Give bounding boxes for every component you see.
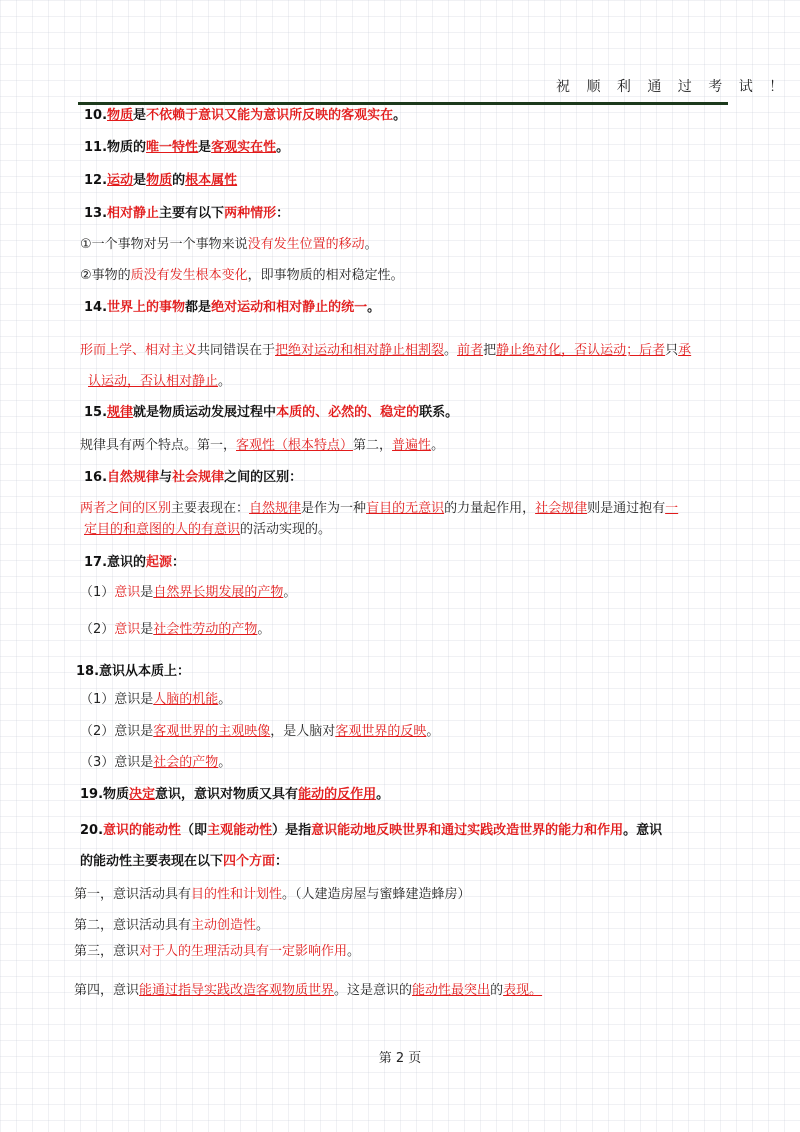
- text-run: 能动性最突出: [412, 983, 491, 998]
- text-line: [80, 754, 231, 772]
- text-run: 19.物质: [80, 787, 130, 802]
- text-run: 。这是意识的: [334, 983, 413, 998]
- header-rule: [78, 102, 728, 105]
- text-run: 是: [133, 173, 147, 188]
- text-run: 两种情形: [224, 206, 277, 221]
- text-run: 12.: [84, 173, 108, 188]
- text-run: ①一个事物对另一个事物来说: [80, 237, 248, 252]
- text-line: [74, 943, 360, 961]
- text-run: 决定: [129, 787, 156, 802]
- text-run: 世界上的事物: [107, 300, 186, 315]
- text-run: 承: [678, 343, 692, 358]
- text-run: 没有发生位置的移动: [247, 237, 365, 252]
- text-run: 起源: [146, 555, 173, 570]
- text-run: 与: [159, 470, 173, 485]
- text-line: [80, 822, 662, 840]
- text-run: 。: [257, 622, 271, 637]
- text-run: 意识: [114, 622, 141, 637]
- text-run: 意识: [114, 585, 141, 600]
- text-line: [84, 139, 289, 157]
- text-run: 。: [393, 108, 407, 123]
- text-run: 第三，意识: [74, 944, 140, 959]
- text-run: 。: [256, 918, 270, 933]
- text-run: 能通过指导实践改造客观物质世界: [139, 983, 335, 998]
- text-run: 对于人的生理活动具有一定影响作用: [139, 944, 348, 959]
- text-run: ：: [275, 854, 289, 869]
- text-run: 盲目的无意识: [366, 501, 445, 516]
- text-run: ）是指: [272, 823, 312, 838]
- header-motto: 祝 顺 利 通 过 考 试 ！: [556, 79, 790, 95]
- text-run: 四个方面: [223, 854, 276, 869]
- text-run: 运动: [107, 173, 134, 188]
- text-run: 。: [426, 724, 440, 739]
- text-run: 能动的反作用: [298, 787, 377, 802]
- text-run: 。意识: [623, 823, 663, 838]
- text-run: ②事物的: [80, 268, 131, 283]
- text-run: 是: [140, 622, 154, 637]
- text-run: 自然界长期发展的产物: [153, 585, 284, 600]
- text-line: [84, 521, 331, 539]
- text-run: 普遍性: [392, 438, 432, 453]
- text-line: [80, 267, 404, 285]
- text-run: 本质的、必然的、稳定的: [276, 405, 420, 420]
- text-run: （3）意识是: [80, 755, 154, 770]
- text-line: [80, 786, 389, 804]
- text-run: 。: [431, 438, 445, 453]
- text-run: 。: [218, 692, 232, 707]
- text-run: 的: [172, 173, 186, 188]
- text-run: 主要表现在：: [171, 501, 250, 516]
- text-run: 。: [283, 585, 297, 600]
- text-run: 。: [367, 300, 381, 315]
- text-run: 都是: [185, 300, 212, 315]
- text-run: 一: [665, 501, 679, 516]
- text-line: [88, 373, 231, 391]
- text-run: （1）: [80, 585, 115, 600]
- text-line: [84, 172, 237, 190]
- text-run: 形而上学、相对主义: [80, 343, 198, 358]
- text-run: 第二，: [353, 438, 393, 453]
- text-line: [84, 469, 302, 487]
- text-run: 就是物质运动发展过程中: [133, 405, 277, 420]
- text-run: 共同错误在于: [197, 343, 276, 358]
- text-run: （2）意识是: [80, 724, 154, 739]
- text-run: 之间的区别：: [224, 470, 303, 485]
- text-run: 两者之间的区别: [80, 501, 172, 516]
- text-run: （2）: [80, 622, 115, 637]
- text-run: 10.: [84, 108, 108, 123]
- text-run: ：: [276, 206, 290, 221]
- text-run: 。: [376, 787, 390, 802]
- text-run: 主要有以下: [159, 206, 225, 221]
- text-run: 主动创造性: [191, 918, 257, 933]
- text-run: 绝对运动和相对静止的统一: [211, 300, 368, 315]
- text-run: 14.: [84, 300, 108, 315]
- text-run: （即: [181, 823, 208, 838]
- text-run: 11.物质的: [84, 140, 147, 155]
- text-run: 。（人建造房屋与蜜蜂建造蜂房）: [282, 887, 471, 902]
- text-run: 。: [364, 237, 378, 252]
- text-run: 第一，意识活动具有: [74, 887, 192, 902]
- text-run: 自然规律: [107, 470, 160, 485]
- text-run: 社会规律: [535, 501, 588, 516]
- text-run: 则是通过抱有: [587, 501, 666, 516]
- text-run: 主观能动性: [207, 823, 273, 838]
- text-run: 客观性（根本特点）: [236, 438, 354, 453]
- text-run: 物质: [107, 108, 134, 123]
- text-run: 相对静止: [107, 206, 160, 221]
- text-run: 前者: [457, 343, 484, 358]
- text-run: 17.意识的: [84, 555, 147, 570]
- text-run: 社会的产物: [153, 755, 219, 770]
- text-run: 的活动实现的。: [240, 522, 332, 537]
- text-run: 。: [276, 140, 290, 155]
- text-run: 第四，意识: [74, 983, 140, 998]
- text-run: 是作为一种: [301, 501, 367, 516]
- text-line: [80, 500, 678, 518]
- text-run: 13.: [84, 206, 108, 221]
- text-line: [74, 917, 269, 935]
- text-run: 16.: [84, 470, 108, 485]
- text-run: （1）意识是: [80, 692, 154, 707]
- text-line: [84, 404, 458, 422]
- text-run: ，是人脑对: [270, 724, 336, 739]
- text-run: 客观世界的主观映像: [153, 724, 271, 739]
- text-line: [80, 342, 691, 360]
- text-line: [84, 107, 406, 125]
- text-run: 。: [347, 944, 361, 959]
- text-line: [76, 663, 190, 681]
- text-run: 是: [198, 140, 212, 155]
- text-run: 表现。: [503, 983, 543, 998]
- text-run: 意识的能动性: [103, 823, 182, 838]
- text-line: [80, 236, 378, 254]
- text-run: 社会规律: [172, 470, 225, 485]
- text-run: 20.: [80, 823, 104, 838]
- text-run: 。: [444, 343, 458, 358]
- text-run: ，即事物质的相对稳定性。: [247, 268, 404, 283]
- text-run: ：: [172, 555, 186, 570]
- text-run: 目的性和计划性: [191, 887, 283, 902]
- text-run: 规律具有两个特点。第一，: [80, 438, 237, 453]
- text-line: [80, 621, 270, 639]
- text-line: [80, 853, 288, 871]
- text-run: 15.: [84, 405, 108, 420]
- text-run: 根本属性: [185, 173, 238, 188]
- text-run: 意识，意识对物质又具有: [155, 787, 299, 802]
- text-line: [80, 584, 296, 602]
- text-line: [84, 299, 380, 317]
- text-run: 物质: [146, 173, 173, 188]
- text-line: [80, 437, 444, 455]
- text-run: 不依赖于意识又能为意识所反映的客观实在: [146, 108, 394, 123]
- text-run: 意识能动地反映世界和通过实践改造世界的能力和作用: [311, 823, 624, 838]
- text-run: 自然规律: [249, 501, 302, 516]
- text-line: [80, 691, 231, 709]
- text-run: 人脑的机能: [153, 692, 219, 707]
- text-run: 联系。: [419, 405, 459, 420]
- text-run: 客观世界的反映: [335, 724, 427, 739]
- text-run: 质没有发生根本变化: [130, 268, 248, 283]
- text-run: 只: [665, 343, 679, 358]
- text-run: 的能动性主要表现在以下: [80, 854, 224, 869]
- page-number: 第 2 页: [378, 1051, 422, 1066]
- text-run: 认运动，否认相对静止: [88, 374, 219, 389]
- text-run: 的力量起作用，: [444, 501, 536, 516]
- text-line: [74, 886, 471, 904]
- text-run: 第二，意识活动具有: [74, 918, 192, 933]
- text-run: 把绝对运动和相对静止相割裂: [275, 343, 445, 358]
- text-run: 规律: [107, 405, 134, 420]
- text-run: 是: [133, 108, 147, 123]
- text-line: [80, 723, 439, 741]
- text-run: 是: [140, 585, 154, 600]
- text-run: 社会性劳动的产物: [153, 622, 258, 637]
- text-run: 把: [483, 343, 497, 358]
- text-run: 。: [218, 374, 232, 389]
- text-run: 18.意识从本质上：: [76, 664, 191, 679]
- text-run: 客观实在性: [211, 140, 277, 155]
- text-line: [74, 982, 542, 1000]
- text-line: [84, 205, 289, 223]
- text-line: [84, 554, 185, 572]
- text-run: 的: [490, 983, 504, 998]
- text-run: 静止绝对化，否认运动；后者: [496, 343, 666, 358]
- text-run: 定目的和意图的人的有意识: [84, 522, 241, 537]
- text-run: 唯一特性: [146, 140, 199, 155]
- text-run: 。: [218, 755, 232, 770]
